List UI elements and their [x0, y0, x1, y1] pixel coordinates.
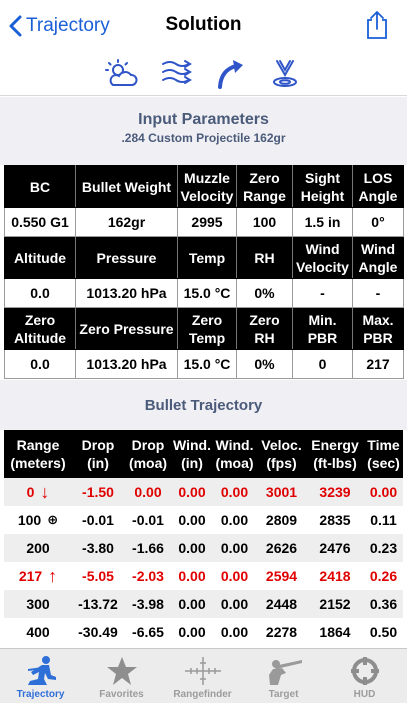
range-value: 217: [18, 568, 43, 584]
tab-trajectory[interactable]: [0, 649, 81, 703]
table-cell: -2.03: [124, 562, 172, 590]
table-cell: 0.00: [172, 534, 212, 562]
tab-label: Favorites: [99, 689, 144, 700]
navigation-bar: [0, 0, 407, 52]
param-value: 100: [237, 208, 293, 237]
column-header: Veloc. (fps): [257, 430, 306, 478]
table-cell: 0.00: [212, 506, 257, 534]
shooter-icon: [24, 655, 58, 687]
param-value: 0%: [237, 279, 293, 308]
tab-hud[interactable]: [324, 649, 405, 703]
reticle-icon: [349, 655, 381, 687]
table-cell: -0.01: [72, 506, 124, 534]
table-cell: -13.72: [72, 590, 124, 618]
param-header: Sight Height: [293, 166, 353, 208]
table-row[interactable]: [4, 562, 403, 590]
column-header: Drop (in): [72, 430, 124, 478]
share-icon[interactable]: [365, 10, 389, 40]
table-cell: 0.00: [172, 562, 212, 590]
param-header: Zero RH: [237, 308, 293, 350]
tab-bar: [0, 648, 407, 703]
table-cell: 2418: [306, 562, 364, 590]
table-cell: 3239: [306, 478, 364, 506]
param-header: BC: [5, 166, 76, 208]
projectile-name: .284 Custom Projectile 162gr: [121, 131, 286, 145]
column-header: Energy (ft-lbs): [306, 430, 364, 478]
table-cell: 2809: [257, 506, 306, 534]
table-cell: 0.00: [212, 562, 257, 590]
rifleman-icon: [264, 655, 304, 687]
trajectory-header-row: [4, 430, 403, 478]
back-label: Trajectory: [26, 15, 110, 36]
arrow-up-icon: ↑: [48, 565, 58, 586]
table-cell: 0.50: [364, 618, 403, 646]
param-header: Zero Temp: [178, 308, 237, 350]
table-cell: 0.00: [212, 618, 257, 646]
param-header: Bullet Weight: [76, 166, 178, 208]
param-value-row: [5, 279, 404, 308]
tab-target[interactable]: [243, 649, 324, 703]
param-value: 0: [293, 350, 353, 379]
table-cell: 2448: [257, 590, 306, 618]
param-header: Max. PBR: [353, 308, 404, 350]
param-value: 0.550 G1: [5, 208, 76, 237]
target-drop-icon[interactable]: [268, 58, 302, 90]
weather-icon[interactable]: [104, 58, 138, 90]
column-header: Time (sec): [364, 430, 403, 478]
table-cell: 0.23: [364, 534, 403, 562]
param-value: -: [293, 279, 353, 308]
tab-label: HUD: [353, 689, 376, 700]
param-header: Zero Range: [237, 166, 293, 208]
table-cell: -3.98: [124, 590, 172, 618]
table-cell: -1.66: [124, 534, 172, 562]
table-cell: 2278: [257, 618, 306, 646]
table-cell: 2152: [306, 590, 364, 618]
param-header: LOS Angle: [353, 166, 404, 208]
table-row[interactable]: [4, 506, 403, 534]
table-cell: 0.36: [364, 590, 403, 618]
table-cell: 2594: [257, 562, 306, 590]
param-header: Zero Altitude: [5, 308, 76, 350]
tab-favorites[interactable]: [81, 649, 162, 703]
column-header: Wind. (moa): [212, 430, 257, 478]
bullet-trajectory-title: Bullet Trajectory: [144, 397, 263, 414]
param-header-row: [5, 308, 404, 350]
table-cell: 0.00: [212, 590, 257, 618]
page-title: Solution: [165, 14, 242, 35]
table-cell: 2835: [306, 506, 364, 534]
param-value: 0.0: [5, 350, 76, 379]
tab-label: Target: [268, 689, 299, 700]
param-value: 1013.20 hPa: [76, 350, 178, 379]
trajectory-arc-icon[interactable]: [214, 58, 248, 90]
table-cell: 0.00: [172, 618, 212, 646]
table-cell: 0.00: [172, 590, 212, 618]
back-button[interactable]: [8, 12, 110, 40]
table-row[interactable]: [4, 618, 403, 646]
table-row[interactable]: [4, 534, 403, 562]
table-cell: -30.49: [72, 618, 124, 646]
input-parameters-table: [4, 165, 404, 379]
param-header: Wind Velocity: [293, 237, 353, 279]
param-value: 15.0 °C: [178, 279, 237, 308]
param-header-row: [5, 166, 404, 208]
table-cell: 0.26: [364, 562, 403, 590]
column-header: Drop (moa): [124, 430, 172, 478]
table-cell: -3.80: [72, 534, 124, 562]
param-header: Temp: [178, 237, 237, 279]
param-value: 1.5 in: [293, 208, 353, 237]
star-icon: [106, 655, 138, 687]
column-header: Wind. (in): [172, 430, 212, 478]
param-value: 0%: [237, 350, 293, 379]
param-header: RH: [237, 237, 293, 279]
param-header: Wind Angle: [353, 237, 404, 279]
table-cell: -0.01: [124, 506, 172, 534]
crosshair-icon: ⊕: [47, 512, 59, 527]
param-header: Zero Pressure: [76, 308, 178, 350]
param-value: 0.0: [5, 279, 76, 308]
param-value: -: [353, 279, 404, 308]
table-cell: -1.50: [72, 478, 124, 506]
param-header: Muzzle Velocity: [178, 166, 237, 208]
param-value-row: [5, 350, 404, 379]
param-value: 162gr: [76, 208, 178, 237]
param-header: Altitude: [5, 237, 76, 279]
table-row[interactable]: [4, 590, 403, 618]
toolbar: [0, 52, 407, 96]
tab-label: Trajectory: [16, 689, 65, 700]
arrow-down-icon: ↓: [40, 481, 50, 502]
range-value: 0: [26, 484, 35, 500]
param-value: 15.0 °C: [178, 350, 237, 379]
table-cell: 0.00: [172, 506, 212, 534]
tab-rangefinder[interactable]: [162, 649, 243, 703]
param-value: 0°: [353, 208, 404, 237]
crosshair-icon: [183, 655, 223, 687]
table-cell: 1864: [306, 618, 364, 646]
param-value: 1013.20 hPa: [76, 279, 178, 308]
range-value: 200: [4, 534, 72, 562]
table-cell: 0.00: [364, 478, 403, 506]
wind-icon[interactable]: [160, 58, 194, 90]
chevron-left-icon: [8, 15, 22, 37]
param-header: Min. PBR: [293, 308, 353, 350]
table-row[interactable]: [4, 478, 403, 506]
table-cell: 2626: [257, 534, 306, 562]
table-cell: 2476: [306, 534, 364, 562]
table-cell: 0.00: [172, 478, 212, 506]
table-cell: 0.11: [364, 506, 403, 534]
range-value: 100: [17, 512, 42, 528]
input-parameters-title: Input Parameters: [138, 111, 269, 128]
param-header: Pressure: [76, 237, 178, 279]
column-header: Range (meters): [4, 430, 72, 478]
trajectory-table: [4, 430, 403, 646]
table-cell: 0.00: [124, 478, 172, 506]
tab-label: Rangefinder: [173, 689, 232, 700]
param-value-row: [5, 208, 404, 237]
table-cell: 0.00: [212, 534, 257, 562]
range-value: 400: [4, 618, 72, 646]
param-value: 2995: [178, 208, 237, 237]
table-cell: 3001: [257, 478, 306, 506]
table-cell: 0.00: [212, 478, 257, 506]
range-value: 300: [4, 590, 72, 618]
param-value: 217: [353, 350, 404, 379]
table-cell: -6.65: [124, 618, 172, 646]
table-cell: -5.05: [72, 562, 124, 590]
param-header-row: [5, 237, 404, 279]
